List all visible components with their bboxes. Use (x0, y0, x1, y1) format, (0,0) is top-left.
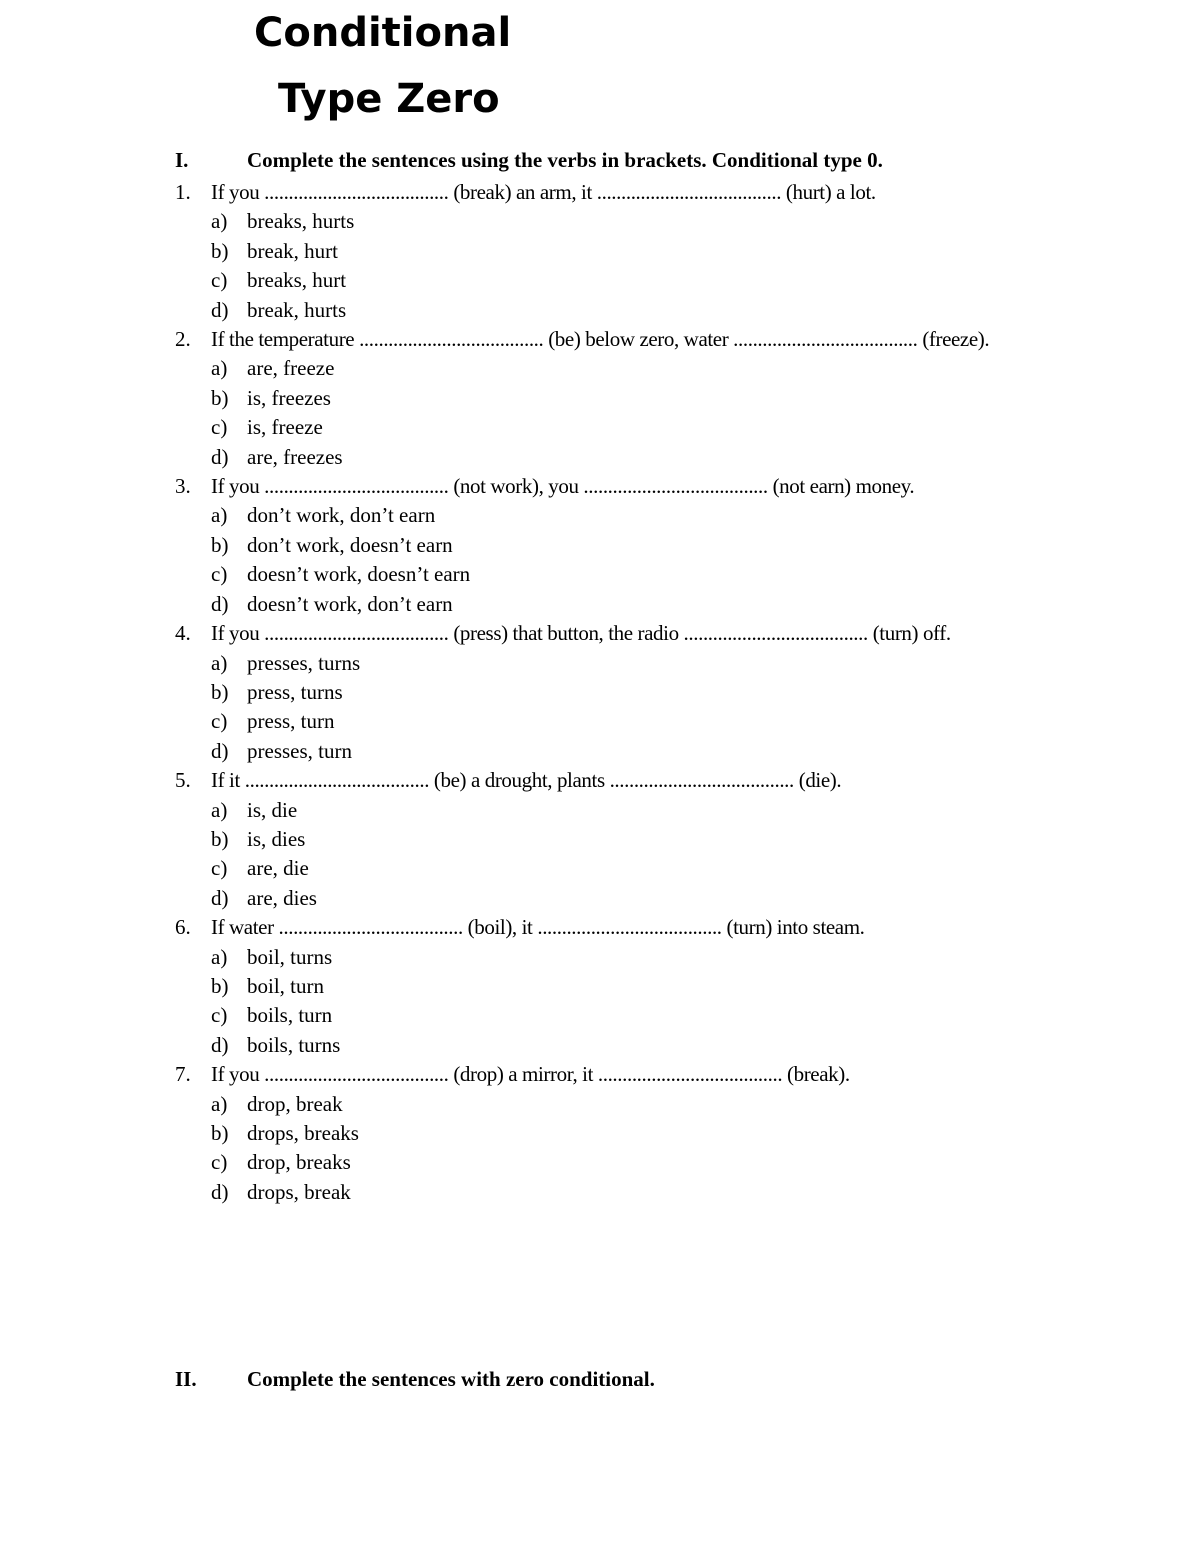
option-letter: c) (211, 1150, 228, 1175)
option-text: press, turn (247, 709, 335, 734)
answer-options (211, 1090, 1065, 1208)
question-4 (175, 619, 1065, 766)
option-text: presses, turn (247, 738, 352, 763)
option-text: break, hurt (247, 238, 338, 263)
question-5 (175, 766, 1065, 913)
question-number: 7. (175, 1062, 191, 1087)
answer-options (211, 501, 1065, 619)
answer-options (211, 943, 1065, 1061)
option-text: boil, turns (247, 944, 333, 969)
answer-option (211, 707, 1065, 736)
question-2 (175, 325, 1065, 472)
option-text: drop, breaks (247, 1150, 351, 1175)
answer-option (211, 1148, 1065, 1177)
answer-option (211, 413, 1065, 442)
section-2-instruction: Complete the sentences with zero conditional. (247, 1367, 655, 1391)
answer-option (211, 972, 1065, 1001)
option-letter: b) (211, 679, 229, 704)
option-text: boils, turns (247, 1032, 341, 1057)
option-letter: b) (211, 238, 229, 263)
answer-option (211, 1001, 1065, 1030)
option-letter: b) (211, 826, 229, 851)
option-text: break, hurts (247, 297, 347, 322)
option-letter: b) (211, 532, 229, 557)
answer-option (211, 737, 1065, 766)
section-1-instruction: Complete the sentences using the verbs in brackets. Conditional type 0. (247, 148, 883, 172)
answer-option (211, 796, 1065, 825)
option-text: is, die (247, 797, 298, 822)
option-letter: d) (211, 1179, 229, 1204)
answer-option (211, 943, 1065, 972)
option-text: drop, break (247, 1091, 343, 1116)
answer-option (211, 443, 1065, 472)
option-letter: b) (211, 1121, 229, 1145)
option-text: are, die (247, 856, 309, 881)
answer-options (211, 649, 1065, 767)
option-letter: b) (211, 973, 229, 998)
answer-option (211, 266, 1065, 295)
option-letter: c) (211, 709, 228, 734)
answer-option (211, 678, 1065, 707)
answer-options (211, 207, 1065, 325)
answer-option (211, 1090, 1065, 1119)
option-letter: d) (211, 1032, 229, 1057)
option-letter: b) (211, 385, 229, 410)
option-text: don’t work, doesn’t earn (247, 532, 453, 557)
page-title-line-2: Type Zero (278, 76, 500, 122)
option-text: are, freezes (247, 444, 343, 469)
section-1-number: I. (175, 148, 189, 172)
option-letter: d) (211, 297, 229, 322)
answer-option (211, 825, 1065, 854)
question-text: If you ...................................... (press) that button, the radio ...................................... (turn) off. (211, 621, 951, 646)
option-text: boils, turn (247, 1003, 333, 1028)
question-text: If you ...................................... (not work), you ...................................... (not earn) money. (211, 474, 915, 499)
option-letter: c) (211, 268, 228, 293)
question-7 (175, 1060, 1065, 1207)
option-text: press, turns (247, 679, 343, 704)
option-letter: d) (211, 885, 229, 910)
option-letter: d) (211, 444, 229, 469)
option-text: don’t work, don’t earn (247, 503, 436, 528)
option-text: are, freeze (247, 356, 335, 381)
question-number: 3. (175, 474, 191, 499)
question-text: If the temperature ...................................... (be) below zero, water ...................................... (freeze). (211, 327, 990, 352)
answer-option (211, 1031, 1065, 1060)
option-letter: a) (211, 209, 228, 234)
option-text: drops, breaks (247, 1121, 359, 1145)
option-letter: a) (211, 944, 228, 969)
option-letter: c) (211, 1003, 228, 1028)
answer-options (211, 796, 1065, 914)
question-number: 2. (175, 327, 191, 352)
section-2-number: II. (175, 1367, 197, 1391)
page-title-line-1: Conditional (254, 10, 512, 56)
option-text: presses, turns (247, 650, 361, 675)
option-letter: d) (211, 738, 229, 763)
option-text: is, freeze (247, 415, 323, 440)
question-text: If you ...................................... (drop) a mirror, it ...................................... (break). (211, 1062, 850, 1087)
answer-options (211, 354, 1065, 472)
option-letter: a) (211, 797, 228, 822)
question-list (175, 178, 1065, 1207)
option-text: doesn’t work, don’t earn (247, 591, 453, 616)
question-6 (175, 913, 1065, 1060)
option-letter: a) (211, 1091, 228, 1116)
question-number: 4. (175, 621, 191, 646)
option-text: drops, break (247, 1179, 351, 1204)
option-letter: a) (211, 356, 228, 381)
question-1 (175, 178, 1065, 325)
question-3 (175, 472, 1065, 619)
question-number: 5. (175, 768, 191, 793)
question-text: If you ...................................... (break) an arm, it ...................................... (hurt) a lot. (211, 180, 876, 204)
option-letter: d) (211, 591, 229, 616)
answer-option (211, 560, 1065, 589)
question-number: 6. (175, 915, 191, 940)
answer-option (211, 854, 1065, 883)
answer-option (211, 1178, 1065, 1207)
option-text: doesn’t work, doesn’t earn (247, 562, 471, 587)
answer-option (211, 384, 1065, 413)
answer-option (211, 590, 1065, 619)
option-text: breaks, hurts (247, 209, 355, 234)
answer-option (211, 237, 1065, 266)
answer-option (211, 354, 1065, 383)
option-letter: a) (211, 650, 228, 675)
question-text: If it ...................................... (be) a drought, plants ...................................... (die). (211, 768, 842, 793)
option-text: is, freezes (247, 385, 331, 410)
answer-option (211, 501, 1065, 530)
option-letter: c) (211, 562, 228, 587)
answer-option (211, 649, 1065, 678)
option-text: boil, turn (247, 973, 324, 998)
question-text: If water ...................................... (boil), it ...................................... (turn) into steam. (211, 915, 865, 940)
answer-option (211, 207, 1065, 236)
option-text: breaks, hurt (247, 268, 347, 293)
question-number: 1. (175, 180, 191, 204)
option-text: is, dies (247, 826, 306, 851)
option-letter: c) (211, 856, 228, 881)
option-letter: a) (211, 503, 228, 528)
answer-option (211, 296, 1065, 325)
option-letter: c) (211, 415, 228, 440)
answer-option (211, 531, 1065, 560)
option-text: are, dies (247, 885, 317, 910)
answer-option (211, 1119, 1065, 1148)
answer-option (211, 884, 1065, 913)
